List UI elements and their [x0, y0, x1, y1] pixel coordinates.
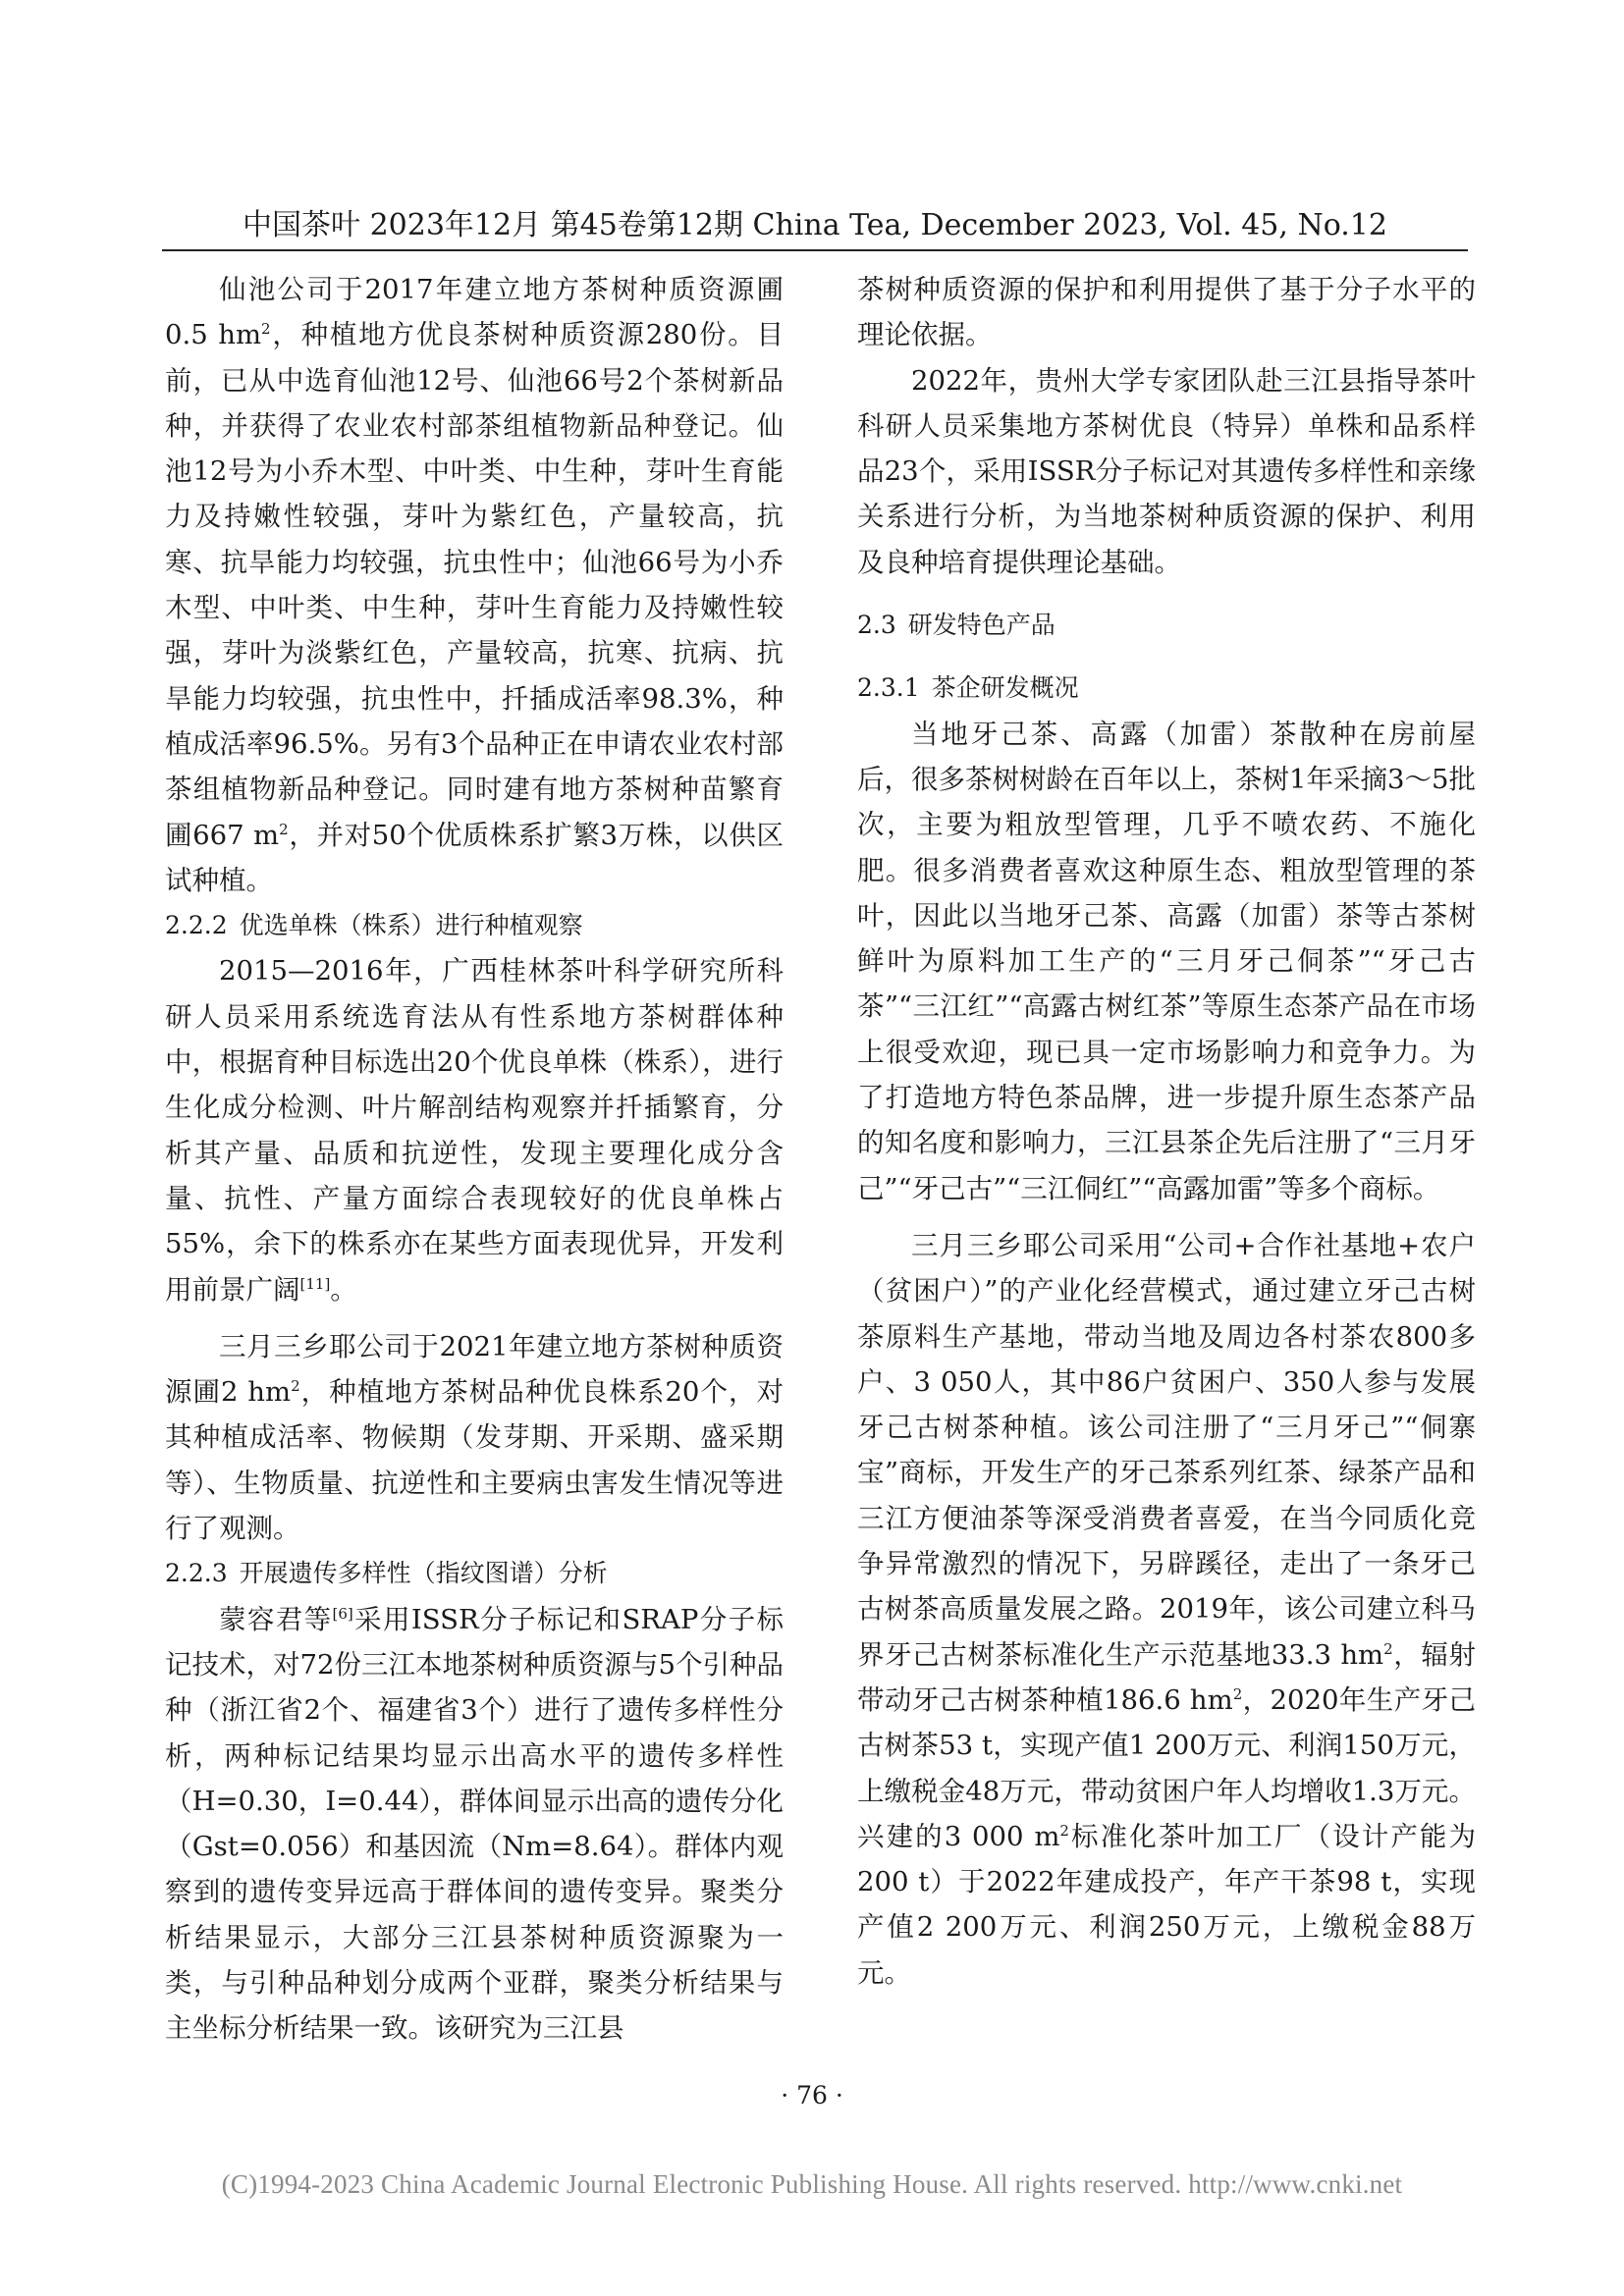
paragraph-guizhou: 2022年，贵州大学专家团队赴三江县指导茶叶科研人员采集地方茶树优良（特异）单株和品系样品23个，采用ISSR分子标记对其遗传多样性和亲缘关系进行分析，为当地茶树种质资源的保护、利用及良种培育提供理论基础。	[857, 364, 1476, 578]
section-heading-2-3: 2.3 研发特色产品	[857, 611, 1056, 640]
paragraph-meng: 蒙容君等[6]采用ISSR分子标记和SRAP分子标记技术，对72份三江本地茶树种质资源与5个引种品种（浙江省2个、福建省3个）进行了遗传多样性分析，两种标记结果均显示出高水平的遗传多样性（H=0.30，I=0.44），群体间显示出高的遗传分化（Gst=0.056）和基因流（Nm=8.64）。群体内观察到的遗传变异远高于群体间的遗传变异。聚类分析结果显示，大部分三江县茶树种质资源聚为一类，与引种品种划分成两个亚群，聚类分析结果与主坐标分析结果一致。该研究为三江县	[165, 1603, 785, 2045]
paragraph-continued: 茶树种质资源的保护和利用提供了基于分子水平的理论依据。	[857, 274, 1476, 351]
running-header: 中国茶叶 2023年12月 第45卷第12期 China Tea, December 2023, Vol. 45, No.12	[243, 208, 1387, 242]
section-heading-2-3-1: 2.3.1 茶企研发概况	[857, 673, 1079, 703]
citation-11[interactable]: [11]	[299, 1274, 331, 1293]
paragraph-guilin: 2015—2016年，广西桂林茶叶科学研究所科研人员采用系统选育法从有性系地方茶树群体种中，根据育种目标选出20个优良单株（株系），进行生化成分检测、叶片解剖结构观察并扦插繁育，分析其产量、品质和抗逆性，发现主要理化成分含量、抗性、产量方面综合表现较好的优良单株占55%，余下的株系亦在某些方面表现优异，开发利用前景广阔[11]。	[165, 955, 784, 1306]
header-rule	[162, 249, 1468, 251]
paragraph-local-tea: 当地牙己茶、高露（加雷）茶散种在房前屋后，很多茶树树龄在百年以上，茶树1年采摘3～5批次，主要为粗放型管理，几乎不喷农药、不施化肥。很多消费者喜欢这种原生态、粗放型管理的茶叶，因此以当地牙己茶、高露（加雷）茶等古茶树鲜叶为原料加工生产的“三月牙己侗茶”“牙己古茶”“三江红”“高露古树红茶”等原生态茶产品在市场上很受欢迎，现已具一定市场影响力和竞争力。为了打造地方特色茶品牌，进一步提升原生态茶产品的知名度和影响力，三江县茶企先后注册了“三月牙己”“牙己古”“三江侗红”“高露加雷”等多个商标。	[857, 718, 1476, 1204]
paragraph-sanyuesan: 三月三乡耶公司于2021年建立地方茶树种质资源圃2 $hm^2$，种植地方茶树品种优良株系20个，对其种植成活率、物候期（发芽期、开采期、盛采期等）、生物质量、抗逆性和主要病虫害发生情况等进行了观测。	[165, 1330, 784, 1545]
paragraph-xianchi: 仙池公司于2017年建立地方茶树种质资源圃0.5 $hm^2$，种植地方优良茶树种质资源280份。目前，已从中选育仙池12号、仙池66号2个茶树新品种，并获得了农业农村部茶组植物新品种登记。仙池12号为小乔木型、中叶类、中生种，芽叶生育能力及持嫩性较强，芽叶为紫红色，产量较高，抗寒、抗旱能力均较强，抗虫性中；仙池66号为小乔木型、中叶类、中生种，芽叶生育能力及持嫩性较强，芽叶为淡紫红色，产量较高，抗寒、抗病、抗旱能力均较强，抗虫性中，扦插成活率98.3%，种植成活率96.5%。另有3个品种正在申请农业农村部茶组植物新品种登记。同时建有地方茶树种苗繁育圃667 $m^2$，并对50个优质株系扩繁3万株，以供区试种植。	[165, 274, 784, 896]
left-column	[165, 267, 784, 2052]
paragraph-company-model: 三月三乡耶公司采用“公司+合作社基地+农户（贫困户）”的产业化经营模式，通过建立牙己古树茶原料生产基地，带动当地及周边各村茶农800多户、3 050人，其中86户贫困户、350人参与发展牙己古树茶种植。该公司注册了“三月牙己”“侗寨宝”商标，开发生产的牙己茶系列红茶、绿茶产品和三江方便油茶等深受消费者喜爱，在当今同质化竞争异常激烈的情况下，另辟蹊径，走出了一条牙己古树茶高质量发展之路。2019年，该公司建立科马界牙己古树茶标准化生产示范基地33.3 $hm^2$，辐射带动牙己古树茶种植186.6 $hm^2$，2020年生产牙己古树茶53 t，实现产值1 200万元、利润150万元，上缴税金48万元，带动贫困户年人均增收1.3万元。兴建的3 000 $m^2$标准化茶叶加工厂（设计产能为200 t）于2022年建成投产，年产干茶98 t，实现产值2 200万元、利润250万元，上缴税金88万元。	[857, 1229, 1477, 1989]
citation-6[interactable]: [6]	[332, 1604, 353, 1623]
right-column	[857, 267, 1476, 1996]
section-heading-2-2-3: 2.2.3 开展遗传多样性（指纹图谱）分析	[165, 1559, 608, 1588]
section-heading-2-2-2: 2.2.2 优选单株（株系）进行种植观察	[165, 911, 583, 940]
page-number: · 76 ·	[781, 2081, 843, 2109]
copyright-footer: (C)1994-2023 China Academic Journal Electronic Publishing House. All rights reserved. http://www.cnki.net	[221, 2169, 1403, 2199]
